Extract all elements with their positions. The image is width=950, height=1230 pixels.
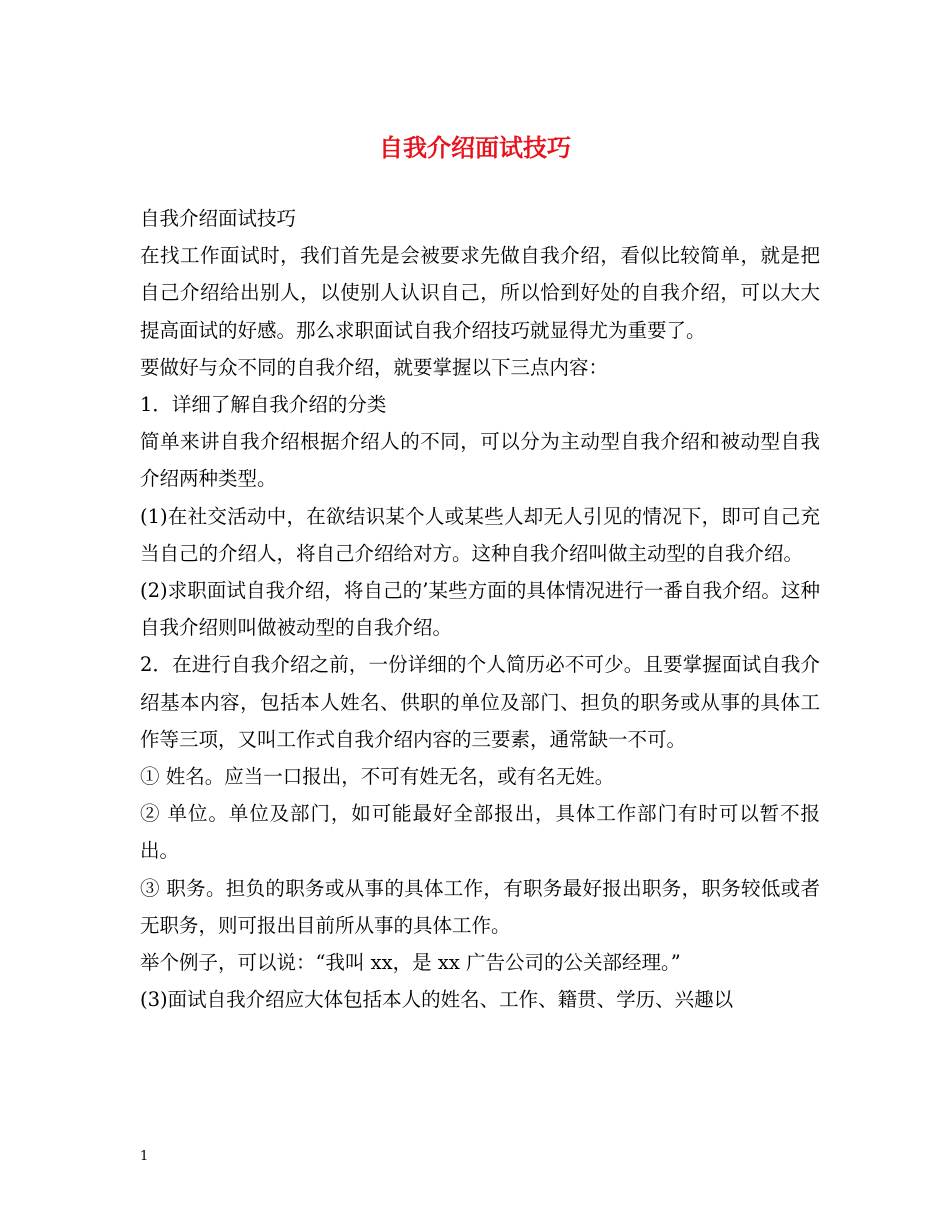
paragraph-passive-type: (2)求职面试自我介绍，将自己的’某些方面的具体情况进行一番自我介绍。这种自我介绍则叫做被动型的自我介绍。 [140, 579, 820, 640]
paragraph-unit-item: ② 单位。单位及部门，如可能最好全部报出，具体工作部门有时可以暂不报出。 [140, 802, 820, 863]
paragraph-point-1-heading: 1．详细了解自我介绍的分类 [140, 393, 387, 417]
page-number: 1 [140, 1149, 149, 1164]
paragraph-three-points: 要做好与众不同的自我介绍，就要掌握以下三点内容： [140, 355, 609, 379]
paragraph-name-item: ① 姓名。应当一口报出，不可有姓无名，或有名无姓。 [140, 765, 615, 789]
paragraph-position-item: ③ 职务。担负的职务或从事的具体工作，有职务最好报出职务，职务较低或者无职务，则可报出目前所从事的具体工作。 [140, 876, 820, 937]
document-title: 自我介绍面试技巧 [379, 133, 571, 162]
paragraph-subtitle: 自我介绍面试技巧 [140, 207, 297, 230]
paragraph-interview-content: (3)面试自我介绍应大体包括本人的姓名、工作、籍贯、学历、兴趣以 [140, 988, 734, 1012]
paragraph-intro: 在找工作面试时，我们首先是会被要求先做自我介绍，看似比较简单，就是把自己介绍给出别人，以使别人认识自己，所以恰到好处的自我介绍，可以大大提高面试的好感。那么求职面试自我介绍技巧就显得尤为重要了。 [140, 244, 820, 342]
paragraph-active-type: (1)在社交活动中，在欲结识某个人或某些人却无人引见的情况下，即可自己充当自己的介绍人，将自己介绍给对方。这种自我介绍叫做主动型的自我介绍。 [140, 504, 820, 565]
paragraph-example: 举个例子，可以说：“我叫 xx，是 xx 广告公司的公关部经理。” [140, 951, 681, 975]
paragraph-point-2: 2．在进行自我介绍之前，一份详细的个人简历必不可少。且要掌握面试自我介绍基本内容，包括本人姓名、供职的单位及部门、担负的职务或从事的具体工作等三项，又叫工作式自我介绍内容的三要素，通常缺一不可。 [140, 653, 820, 751]
paragraph-types: 简单来讲自我介绍根据介绍人的不同，可以分为主动型自我介绍和被动型自我介绍两种类型。 [140, 430, 820, 491]
document-body [140, 200, 820, 1018]
